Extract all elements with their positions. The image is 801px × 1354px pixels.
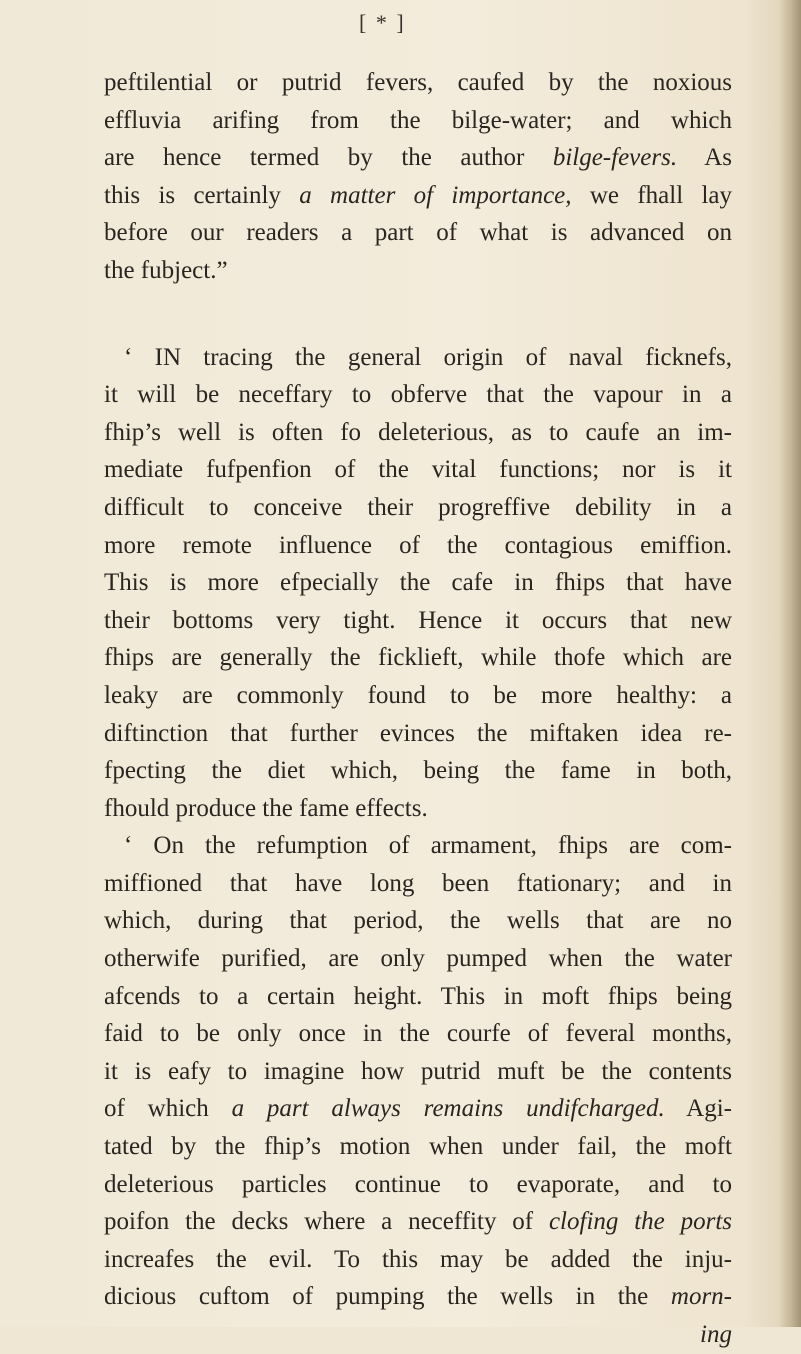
text-run: dicious cuftom of pumping the wells in the	[104, 1283, 671, 1311]
text-line	[104, 1090, 732, 1128]
text-line	[104, 1166, 732, 1204]
paragraph-gap	[104, 290, 732, 339]
text-run: fhip’s well is often fo deleterious, as to caufe an im-	[104, 418, 732, 446]
text-run: of which	[104, 1095, 232, 1123]
text-line	[104, 252, 732, 290]
text-run: deleterious particles continue to evaporate, and to	[104, 1170, 732, 1198]
page-binding-edge	[779, 0, 801, 1327]
text-run: fhould produce the fame effects.	[104, 794, 428, 822]
text-run: faid to be only once in the courfe of feveral months,	[104, 1020, 732, 1048]
text-line	[104, 1241, 732, 1279]
text-run: effluvia arifing from the bilge-water; and which	[104, 106, 732, 134]
text-run: more remote influence of the contagious emiffion.	[104, 531, 732, 559]
text-line	[104, 489, 732, 527]
text-line	[104, 639, 732, 677]
text-line	[104, 902, 732, 940]
text-line	[104, 214, 732, 252]
text-run: peftilential or putrid fevers, caufed by the noxious	[104, 69, 732, 96]
text-line	[104, 1053, 732, 1091]
text-run: diftinction that further evinces the miftaken idea re-	[104, 719, 732, 747]
text-run: fpecting the diet which, being the fame in both,	[104, 757, 732, 785]
italic-phrase: morn-	[670, 1283, 732, 1311]
text-line	[104, 677, 732, 715]
text-line	[104, 339, 732, 377]
text-run: fhips are generally the ficklieft, while thofe which are	[104, 644, 732, 672]
text-line	[104, 715, 732, 753]
italic-phrase: bilge-fevers.	[552, 144, 678, 172]
text-line	[104, 978, 732, 1016]
text-run: ‘ IN tracing the general origin of naval ficknefs,	[124, 343, 732, 371]
text-line	[104, 940, 732, 978]
body-text	[104, 64, 732, 1354]
text-run: the fubject.”	[104, 256, 228, 284]
text-line	[104, 451, 732, 489]
italic-phrase: a part always remains undifcharged.	[231, 1095, 665, 1123]
text-run: poifon the decks where a neceffity of	[104, 1208, 549, 1236]
text-run: before our readers a part of what is advanced on	[104, 219, 732, 247]
text-run: leaky are commonly found to be more healthy: a	[104, 681, 732, 709]
text-line	[104, 527, 732, 565]
text-run: their bottoms very tight. Hence it occurs that new	[104, 606, 732, 634]
text-line	[104, 790, 732, 828]
text-line	[104, 102, 732, 140]
text-run: this is certainly	[104, 181, 300, 209]
text-line	[104, 1128, 732, 1166]
text-run: mediate fufpenfion of the vital functions; nor is it	[104, 456, 732, 484]
text-line	[104, 564, 732, 602]
italic-phrase: clofing the ports	[548, 1208, 732, 1236]
text-run: are hence termed by the author	[104, 144, 553, 172]
text-line	[104, 827, 732, 865]
text-line	[104, 139, 732, 177]
text-line	[104, 1316, 732, 1354]
text-run: it is eafy to imagine how putrid muft be the contents	[104, 1057, 732, 1085]
text-line	[104, 602, 732, 640]
text-run: otherwife purified, are only pumped when the water	[104, 945, 732, 973]
italic-phrase: a matter of importance,	[299, 181, 572, 209]
text-run: increafes the evil. To this may be added the inju-	[104, 1245, 732, 1273]
text-run: miffioned that have long been ftationary; and in	[104, 869, 732, 897]
text-run: As	[677, 144, 733, 172]
text-line	[104, 1203, 732, 1241]
text-run: tated by the fhip’s motion when under fail, the moft	[104, 1133, 732, 1161]
text-run: which, during that period, the wells that are no	[104, 907, 732, 935]
text-run: difficult to conceive their progreffive debility in a	[104, 493, 732, 521]
text-run: we fhall lay	[571, 181, 733, 209]
text-line	[104, 414, 732, 452]
text-run: afcends to a certain height. This in moft fhips being	[104, 982, 732, 1010]
text-line	[104, 1015, 732, 1053]
text-run: ‘ On the refumption of armament, fhips are com-	[124, 832, 732, 860]
text-run: Agi-	[664, 1095, 732, 1123]
text-line	[104, 1278, 732, 1316]
signature-mark: [ * ]	[359, 10, 406, 35]
text-line	[104, 376, 732, 414]
text-line	[104, 177, 732, 215]
italic-phrase: ing	[700, 1321, 732, 1348]
text-line	[104, 64, 732, 102]
text-run: This is more efpecially the cafe in fhips that have	[104, 569, 732, 597]
text-run: it will be neceffary to obferve that the vapour in a	[104, 381, 732, 409]
text-line	[104, 752, 732, 790]
text-line	[104, 865, 732, 903]
